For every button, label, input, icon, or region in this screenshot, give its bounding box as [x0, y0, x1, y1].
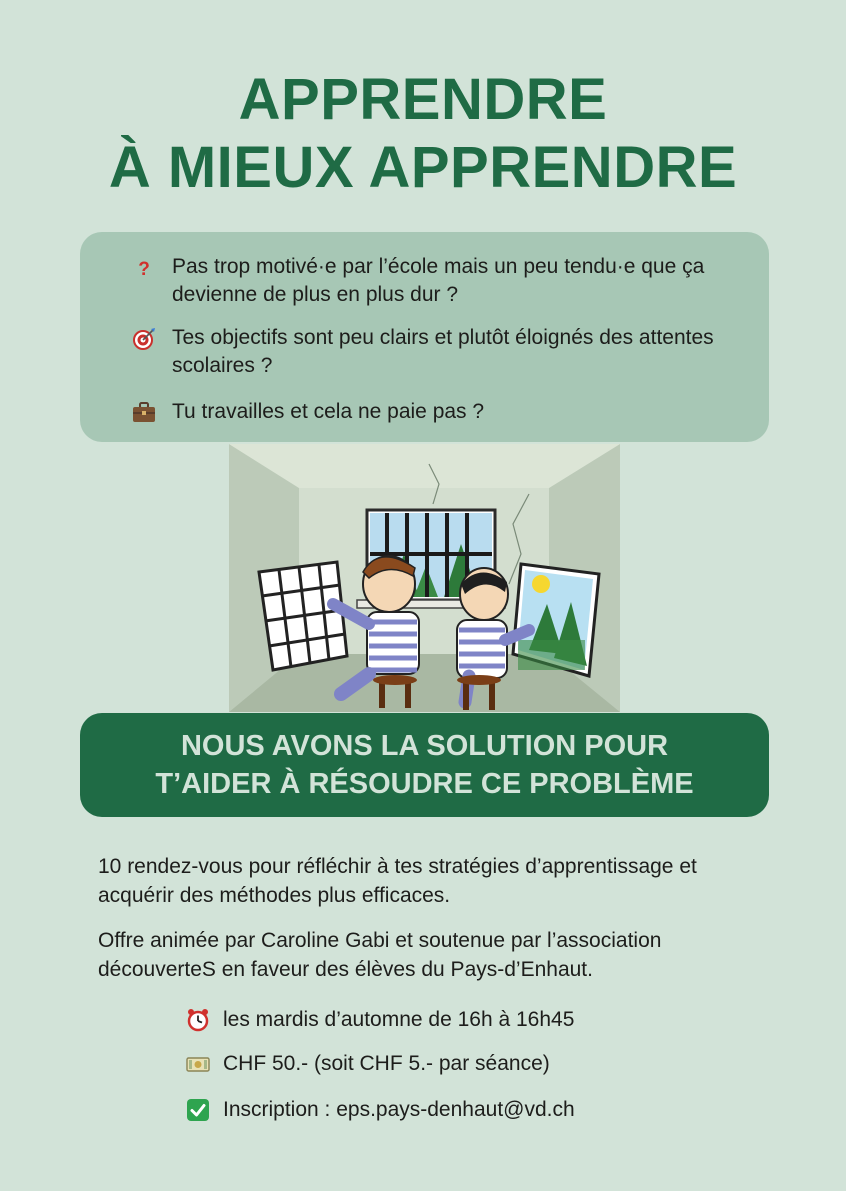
target-icon: [132, 327, 156, 351]
question-mark-icon: [132, 256, 156, 280]
banknote-icon: [186, 1052, 210, 1076]
check-mark-icon: [186, 1098, 210, 1122]
detail-item-registration: Inscription : eps.pays-denhaut@vd.ch: [186, 1096, 575, 1124]
cartoon-illustration: [229, 444, 620, 712]
question-item: Tes objectifs sont peu clairs et plutôt éloignés des attentes scolaires ?: [132, 324, 732, 380]
title-line-1: APPRENDRE: [238, 67, 608, 132]
svg-text:?: ?: [138, 259, 150, 280]
question-item: ? Pas trop motivé·e par l’école mais un peu tendu·e que ça devienne de plus en plus dur ?: [132, 253, 732, 309]
description-paragraph: Offre animée par Caroline Gabi et soutenue par l’association découverteS en faveur des élèves du Pays-d’Enhaut.: [98, 929, 662, 981]
description-paragraph: 10 rendez-vous pour réfléchir à tes stratégies d’apprentissage et acquérir des méthodes plus efficaces.: [98, 855, 697, 907]
question-item: Tu travailles et cela ne paie pas ?: [132, 398, 732, 426]
questions-box: [80, 232, 769, 442]
detail-item-schedule: les mardis d’automne de 16h à 16h45: [186, 1006, 574, 1034]
title-line-2: À MIEUX APPRENDRE: [108, 135, 738, 200]
alarm-clock-icon: [186, 1008, 210, 1032]
briefcase-icon: [132, 401, 156, 425]
page-title: [0, 66, 846, 202]
detail-item-price: CHF 50.- (soit CHF 5.- par séance): [186, 1050, 550, 1078]
banner-line-1: NOUS AVONS LA SOLUTION POUR: [180, 730, 669, 762]
banner-line-2: T’AIDER À RÉSOUDRE CE PROBLÈME: [155, 768, 694, 800]
solution-banner: [80, 713, 769, 817]
